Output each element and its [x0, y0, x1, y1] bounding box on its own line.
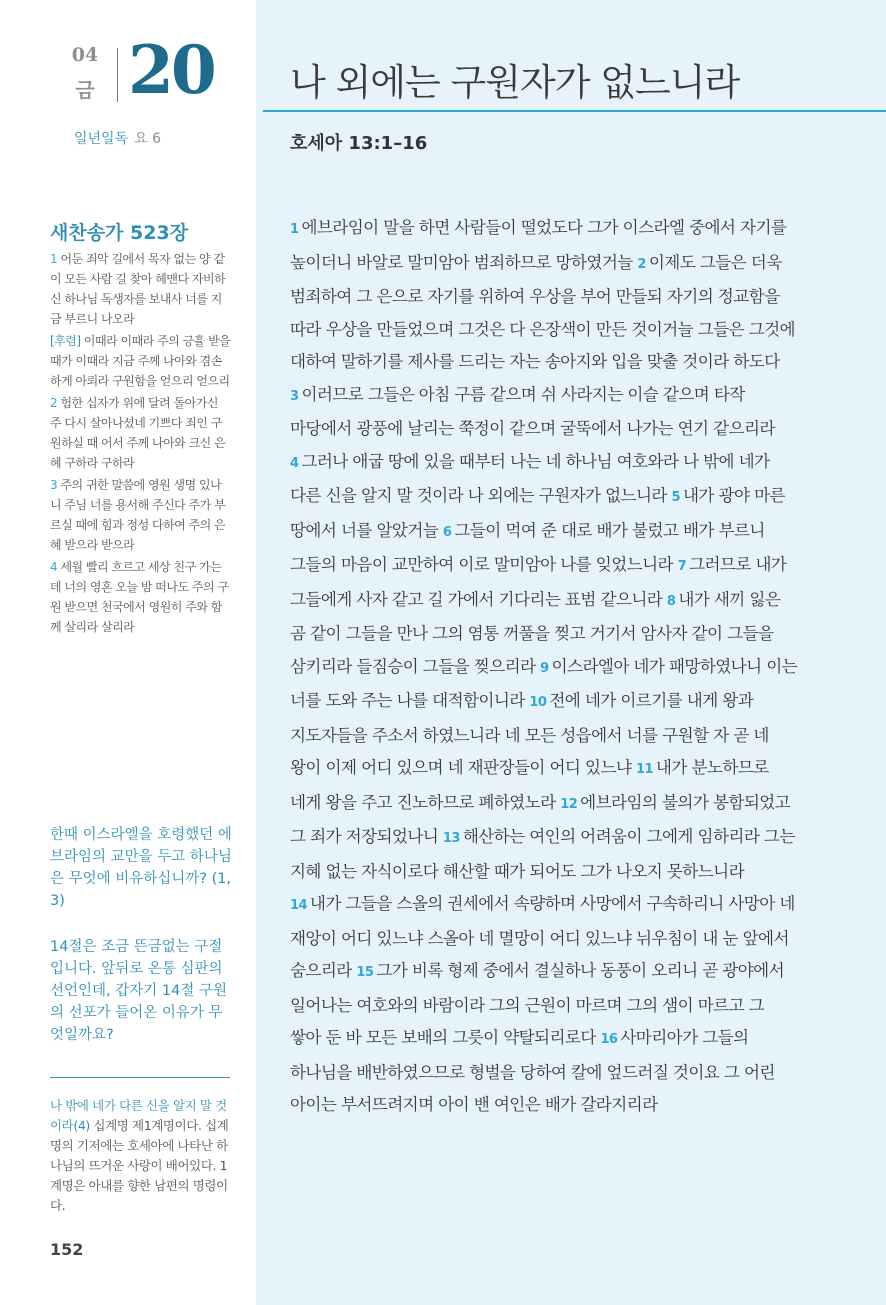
question-1: 한때 이스라엘을 호령했던 에브라임의 교만을 두고 하나님은 무엇에 비유하십니까? (1, 3) [50, 827, 232, 909]
verse-text: 내가 광야 마른 땅에서 너를 알았거늘 [290, 486, 785, 540]
hymn-verse-num: 2 [50, 396, 58, 410]
verse-number: 13 [442, 831, 460, 846]
verse-text: 내가 그들을 스올의 권세에서 속량하며 사망에서 구속하리니 사망아 네 재앙이 어디 있느냐 스올아 네 멸망이 어디 있느냐 뉘우침이 내 눈 앞에서 숨으리라 [290, 894, 795, 980]
verse-text: 그러므로 내가 그들에게 사자 같고 길 가에서 기다리는 표범 같으니라 [290, 555, 787, 609]
verse-text: 내가 분노하므로 네게 왕을 주고 진노하므로 폐하였노라 [290, 758, 769, 812]
verse-text: 사마리아가 그들의 하나님을 배반하였으므로 형벌을 당하여 칼에 엎드러질 것이요 그 어린 아이는 부서뜨려지며 아이 밴 여인은 배가 갈라지리라 [290, 1028, 775, 1114]
yearly-reading-ref: 요 6 [134, 131, 161, 147]
verse-number: 11 [636, 762, 653, 777]
hymn-verse-text: 주의 귀한 말씀에 영원 생명 있나니 주님 너를 용서해 주신다 주가 부르실 때에 힘과 정성 다하여 주의 은혜 받으라 받으라 [50, 478, 226, 552]
verse-number: 4 [290, 455, 299, 471]
verse-text: 에브라임이 말을 하면 사람들이 떨었도다 그가 이스라엘 중에서 자기를 높이더니 바알로 말미암아 범죄하므로 망하였거늘 [290, 218, 787, 272]
verse-text: 해산하는 여인의 어려움이 그에게 임하리라 그는 지혜 없는 자식이로다 해산할 때가 되어도 그가 나오지 못하느니라 [290, 827, 795, 881]
verse-text: 그러나 애굽 땅에 있을 때부터 나는 네 하나님 여호와라 나 밖에 네가 다른 신을 알지 말 것이라 나 외에는 구원자가 없느니라 [290, 451, 770, 505]
title-rule [263, 110, 886, 112]
hymn-verse-num: 1 [50, 252, 58, 266]
left-column [0, 0, 256, 1305]
verse-number: 14 [290, 898, 307, 913]
verse-number: 9 [540, 660, 549, 676]
date-day: 20 [128, 31, 214, 109]
passage-reference: 호세아 13:1–16 [290, 133, 428, 154]
yearly-reading-label: 일년일독 [74, 131, 129, 147]
verse-number: 6 [442, 524, 452, 540]
verse [290, 385, 775, 439]
hymn-verse-num: [후렴] [50, 334, 81, 348]
hymn-verse-text: 이때라 이때라 주의 긍휼 받을 때가 이때라 지금 주께 나아와 겸손하게 아뢰라 구원함을 얻으리 얻으리 [50, 334, 231, 388]
verse-number: 1 [290, 222, 299, 237]
verse-number: 16 [600, 1032, 618, 1047]
verse-number: 10 [529, 695, 547, 710]
hymn-verse-text: 험한 십자가 위에 달려 돌아가신 주 다시 살아나셨네 기쁘다 죄인 구원하실 때 어서 주께 나아와 크신 은혜 구하라 구하라 [50, 396, 226, 470]
scripture-text [290, 212, 798, 1122]
page-number: 152 [50, 1240, 84, 1259]
page-title: 나 외에는 구원자가 없느니라 [290, 61, 740, 104]
verse-text: 이제도 그들은 더욱 범죄하여 그 은으로 자기를 위하여 우상을 부어 만들되 자기의 정교함을 따라 우상을 만들었으며 그것은 다 은장색이 만든 것이거늘 그들은 그것에 대하여 말하기를 제사를 드리는 자는 송아지와 입을 맞출 것이라 하도다 [290, 252, 795, 371]
date-month: 04 [71, 44, 99, 66]
hymn-verse [50, 393, 232, 473]
verse-text: 내가 새끼 잃은 곰 같이 그들을 만나 그의 염통 꺼풀을 찢고 거기서 암사자 같이 그들을 삼키리라 들짐승이 그들을 찢으리라 [290, 589, 781, 676]
hymn-verse-text: 세월 빨리 흐르고 세상 친구 가는데 너의 영혼 오늘 밤 떠나도 주의 구원 받으면 천국에서 영원히 주와 함께 살리라 살리라 [50, 560, 229, 634]
hymn-verse [50, 475, 232, 555]
yearly-reading [74, 128, 161, 148]
verse-text: 그가 비록 형제 중에서 결실하나 동풍이 오리니 곧 광야에서 일어나는 여호와의 바람이라 그의 근원이 마르며 그의 샘이 마르고 그 쌓아 둔 바 모든 보배의 그릇이 약탈되리로다 [290, 961, 785, 1047]
note-highlight: 나 밖에 네가 다른 신을 알지 말 것이라(4) [50, 1098, 227, 1133]
hymn-title: 새찬송가 523장 [50, 222, 189, 244]
side-note [50, 1096, 232, 1216]
hymn-verse [50, 249, 232, 329]
note-divider [50, 1077, 230, 1078]
hymn-lyrics [50, 249, 232, 639]
question-2: 14절은 조금 뜬금없는 구절입니다. 앞뒤로 온통 심판의 선언인데, 갑자기 14절 구원의 선포가 들어온 이유가 무엇일까요? [50, 939, 227, 1043]
hymn-verse-num: 3 [50, 478, 58, 492]
verse-text: 에브라임의 불의가 봉함되었고 그 죄가 저장되었나니 [290, 792, 791, 846]
verse-text: 전에 네가 이르기를 내게 왕과 지도자들을 주소서 하였느니라 네 모든 성읍에서 너를 구원할 자 곧 네 왕이 이제 어디 있으며 네 재판장들이 어디 있느냐 [290, 691, 769, 777]
date-divider [117, 48, 118, 102]
hymn-verse-num: 4 [50, 560, 58, 574]
verse-number: 12 [560, 796, 578, 812]
verse-text: 이스라엘아 네가 패망하였나니 이는 너를 도와 주는 나를 대적함이니라 [290, 656, 798, 710]
verse-number: 2 [637, 256, 646, 272]
verse-number: 15 [356, 965, 374, 980]
hymn-verse-text: 어둔 죄악 길에서 목자 없는 양 같이 모든 사람 길 찾아 헤맨다 자비하신 하나님 독생자를 보내사 너를 지금 부르니 나오라 [50, 252, 226, 326]
verse-number: 7 [677, 559, 687, 574]
verse-number: 8 [666, 593, 676, 609]
verse-text: 그들이 먹여 준 대로 배가 불렀고 배가 부르니 그들의 마음이 교만하여 이로 말미암아 나를 잊었느니라 [290, 520, 765, 574]
hymn-verse [50, 557, 232, 637]
date-day-of-week: 금 [75, 78, 95, 102]
hymn-verse [50, 331, 232, 391]
note-text: 십계명 제1계명이다. 십계명의 기저에는 호세아에 나타난 하나님의 뜨거운 사랑이 배어있다. 1계명은 아내를 향한 남편의 명령이다. [50, 1118, 229, 1213]
verse-number: 3 [290, 388, 299, 404]
verse-text: 이러므로 그들은 아침 구름 같으며 쉬 사라지는 이슬 같으며 타작 마당에서 광풍에 날리는 쭉정이 같으며 굴뚝에서 나가는 연기 같으리라 [290, 384, 775, 438]
verse-number: 5 [671, 490, 680, 505]
